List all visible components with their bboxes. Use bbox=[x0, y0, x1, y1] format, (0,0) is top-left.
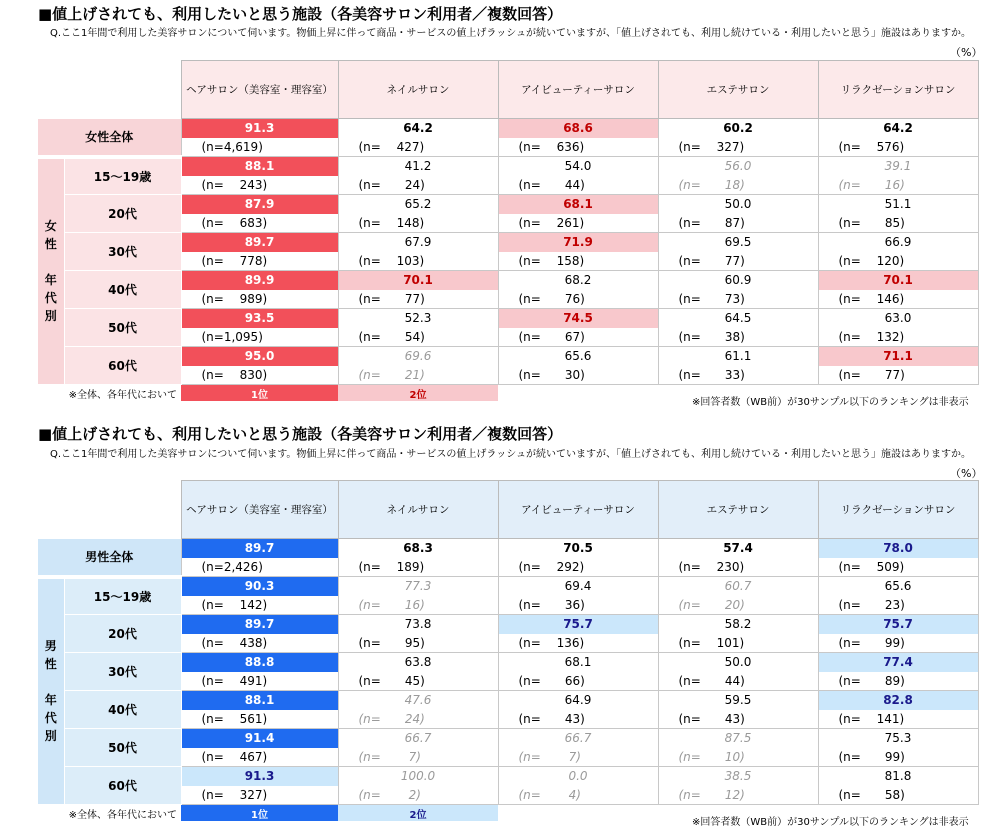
value-cell: 67.9 bbox=[338, 233, 498, 252]
column-header: エステサロン bbox=[658, 61, 818, 119]
value-cell: 82.8 bbox=[818, 691, 978, 710]
sample-size-cell: (n= 132) bbox=[818, 328, 978, 347]
sample-size-cell: (n= 95) bbox=[338, 634, 498, 653]
value-cell: 89.9 bbox=[181, 271, 338, 290]
sample-size-cell: (n= 292) bbox=[498, 558, 658, 577]
sample-size-cell: (n= 230) bbox=[658, 558, 818, 577]
value-cell: 70.5 bbox=[498, 539, 658, 558]
value-cell: 68.1 bbox=[498, 195, 658, 214]
sample-size-cell: (n= 38) bbox=[658, 328, 818, 347]
sample-size-cell: (n= 36) bbox=[498, 596, 658, 615]
male-chart-title: ■値上げされても、利用したいと思う施設（各美容サロン利用者／複数回答） bbox=[38, 425, 563, 443]
sample-size-cell: (n= 103) bbox=[338, 252, 498, 271]
sample-size-cell: (n= 261) bbox=[498, 214, 658, 233]
column-header: リラクゼーションサロン bbox=[818, 481, 978, 539]
sample-size-cell: (n= 99) bbox=[818, 634, 978, 653]
value-cell: 88.1 bbox=[181, 157, 338, 176]
age-row-label: 20代 bbox=[64, 195, 181, 233]
sample-size-cell: (n= 10) bbox=[658, 748, 818, 767]
sample-size-cell: (n= 21) bbox=[338, 366, 498, 385]
sample-size-cell: (n= 120) bbox=[818, 252, 978, 271]
male-data-table bbox=[38, 480, 979, 821]
value-cell: 59.5 bbox=[658, 691, 818, 710]
group-label-char: 代 bbox=[44, 291, 57, 306]
age-row-label: 60代 bbox=[64, 767, 181, 805]
value-cell: 91.4 bbox=[181, 729, 338, 748]
sample-size-cell: (n= 85) bbox=[818, 214, 978, 233]
value-cell: 65.6 bbox=[818, 577, 978, 596]
sample-size-cell: (n= 491) bbox=[181, 672, 338, 691]
sample-size-cell: (n= 327) bbox=[658, 138, 818, 157]
column-header: ヘアサロン（美容室・理容室） bbox=[181, 481, 338, 539]
age-row-label: 15～19歳 bbox=[64, 577, 181, 615]
sample-size-cell: (n= 509) bbox=[818, 558, 978, 577]
sample-size-cell: (n= 146) bbox=[818, 290, 978, 309]
value-cell: 68.2 bbox=[498, 271, 658, 290]
value-cell: 68.6 bbox=[498, 119, 658, 138]
sample-size-cell: (n= 24) bbox=[338, 710, 498, 729]
sample-size-cell: (n= 989) bbox=[181, 290, 338, 309]
value-cell: 66.9 bbox=[818, 233, 978, 252]
sample-size-cell: (n= 2) bbox=[338, 786, 498, 805]
value-cell: 65.6 bbox=[498, 347, 658, 366]
value-cell: 90.3 bbox=[181, 577, 338, 596]
sample-size-cell: (n= 33) bbox=[658, 366, 818, 385]
column-header: エステサロン bbox=[658, 481, 818, 539]
value-cell: 81.8 bbox=[818, 767, 978, 786]
male-unit-label: （%） bbox=[950, 467, 983, 480]
value-cell: 47.6 bbox=[338, 691, 498, 710]
value-cell: 60.2 bbox=[658, 119, 818, 138]
header-blank bbox=[38, 481, 181, 539]
value-cell: 64.5 bbox=[658, 309, 818, 328]
sample-size-cell: (n= 44) bbox=[658, 672, 818, 691]
sample-size-cell: (n= 73) bbox=[658, 290, 818, 309]
sample-size-cell: (n= 141) bbox=[818, 710, 978, 729]
sample-size-cell: (n= 45) bbox=[338, 672, 498, 691]
sample-size-cell: (n= 43) bbox=[658, 710, 818, 729]
sample-size-cell: (n=4,619) bbox=[181, 138, 338, 157]
legend-rank1: 1位 bbox=[181, 385, 338, 402]
age-row-label: 20代 bbox=[64, 615, 181, 653]
age-row-label: 30代 bbox=[64, 653, 181, 691]
sample-size-cell: (n= 30) bbox=[498, 366, 658, 385]
value-cell: 89.7 bbox=[181, 233, 338, 252]
group-label-char: 代 bbox=[44, 711, 57, 726]
sample-size-cell: (n= 327) bbox=[181, 786, 338, 805]
sample-size-cell: (n= 58) bbox=[818, 786, 978, 805]
column-header: アイビューティーサロン bbox=[498, 481, 658, 539]
value-cell: 64.2 bbox=[338, 119, 498, 138]
sample-size-cell: (n= 830) bbox=[181, 366, 338, 385]
value-cell: 91.3 bbox=[181, 119, 338, 138]
value-cell: 38.5 bbox=[658, 767, 818, 786]
sample-size-cell: (n= 44) bbox=[498, 176, 658, 195]
group-label-char bbox=[38, 673, 64, 691]
value-cell: 70.1 bbox=[818, 271, 978, 290]
value-cell: 68.3 bbox=[338, 539, 498, 558]
sample-size-cell: (n= 683) bbox=[181, 214, 338, 233]
value-cell: 66.7 bbox=[498, 729, 658, 748]
value-cell: 78.0 bbox=[818, 539, 978, 558]
value-cell: 70.1 bbox=[338, 271, 498, 290]
sample-size-cell: (n= 561) bbox=[181, 710, 338, 729]
legend-rank2: 2位 bbox=[338, 805, 498, 822]
column-header: ネイルサロン bbox=[338, 61, 498, 119]
value-cell: 69.5 bbox=[658, 233, 818, 252]
value-cell: 58.2 bbox=[658, 615, 818, 634]
age-group-label bbox=[38, 157, 64, 385]
value-cell: 61.1 bbox=[658, 347, 818, 366]
female-footnote-right: ※回答者数（WB前）が30サンプル以下のランキングは非表示 bbox=[692, 397, 969, 408]
sample-size-cell: (n= 158) bbox=[498, 252, 658, 271]
sample-size-cell: (n= 99) bbox=[818, 748, 978, 767]
sample-size-cell: (n= 136) bbox=[498, 634, 658, 653]
value-cell: 77.3 bbox=[338, 577, 498, 596]
value-cell: 57.4 bbox=[658, 539, 818, 558]
sample-size-cell: (n= 66) bbox=[498, 672, 658, 691]
value-cell: 87.9 bbox=[181, 195, 338, 214]
value-cell: 63.0 bbox=[818, 309, 978, 328]
group-label-char: 年 bbox=[44, 273, 57, 288]
column-header: ネイルサロン bbox=[338, 481, 498, 539]
group-label-char bbox=[38, 253, 64, 271]
female-question-text: Q.ここ1年間で利用した美容サロンについて伺います。物価上昇に伴って商品・サービスの値上げラッシュが続いていますが、「値上げされても、利用し続けている・利用したいと思う」施設はありますか。 bbox=[50, 28, 972, 39]
value-cell: 89.7 bbox=[181, 615, 338, 634]
age-row-label: 30代 bbox=[64, 233, 181, 271]
legend-rank2: 2位 bbox=[338, 385, 498, 402]
sample-size-cell: (n= 243) bbox=[181, 176, 338, 195]
value-cell: 63.8 bbox=[338, 653, 498, 672]
age-row-label: 40代 bbox=[64, 691, 181, 729]
value-cell: 75.3 bbox=[818, 729, 978, 748]
sample-size-cell: (n= 24) bbox=[338, 176, 498, 195]
value-cell: 87.5 bbox=[658, 729, 818, 748]
value-cell: 71.1 bbox=[818, 347, 978, 366]
value-cell: 88.8 bbox=[181, 653, 338, 672]
footnote-left: ※全体、各年代において bbox=[68, 809, 177, 821]
value-cell: 77.4 bbox=[818, 653, 978, 672]
column-header: リラクゼーションサロン bbox=[818, 61, 978, 119]
group-label-char: 性 bbox=[44, 237, 57, 252]
value-cell: 75.7 bbox=[818, 615, 978, 634]
sample-size-cell: (n= 43) bbox=[498, 710, 658, 729]
sample-size-cell: (n= 778) bbox=[181, 252, 338, 271]
age-group-label bbox=[38, 577, 64, 805]
age-row-label: 50代 bbox=[64, 309, 181, 347]
value-cell: 54.0 bbox=[498, 157, 658, 176]
sample-size-cell: (n= 16) bbox=[338, 596, 498, 615]
group-label-char: 別 bbox=[44, 729, 57, 744]
legend-rank1: 1位 bbox=[181, 805, 338, 822]
sample-size-cell: (n= 77) bbox=[818, 366, 978, 385]
sample-size-cell: (n=2,426) bbox=[181, 558, 338, 577]
sample-size-cell: (n= 576) bbox=[818, 138, 978, 157]
sample-size-cell: (n= 438) bbox=[181, 634, 338, 653]
value-cell: 0.0 bbox=[498, 767, 658, 786]
female-chart-title: ■値上げされても、利用したいと思う施設（各美容サロン利用者／複数回答） bbox=[38, 5, 563, 23]
value-cell: 64.9 bbox=[498, 691, 658, 710]
age-row-label: 15～19歳 bbox=[64, 157, 181, 195]
sample-size-cell: (n= 148) bbox=[338, 214, 498, 233]
total-row-label: 女性全体 bbox=[38, 119, 181, 157]
male-question-text: Q.ここ1年間で利用した美容サロンについて伺います。物価上昇に伴って商品・サービスの値上げラッシュが続いていますが、「値上げされても、利用し続けている・利用したいと思う」施設はありますか。 bbox=[50, 449, 972, 460]
sample-size-cell: (n= 20) bbox=[658, 596, 818, 615]
age-row-label: 50代 bbox=[64, 729, 181, 767]
female-panel bbox=[0, 0, 1000, 412]
value-cell: 68.1 bbox=[498, 653, 658, 672]
sample-size-cell: (n= 18) bbox=[658, 176, 818, 195]
value-cell: 100.0 bbox=[338, 767, 498, 786]
value-cell: 50.0 bbox=[658, 653, 818, 672]
age-row-label: 40代 bbox=[64, 271, 181, 309]
value-cell: 41.2 bbox=[338, 157, 498, 176]
male-panel bbox=[0, 418, 1000, 830]
group-label-char: 別 bbox=[44, 309, 57, 324]
value-cell: 60.7 bbox=[658, 577, 818, 596]
sample-size-cell: (n= 77) bbox=[338, 290, 498, 309]
value-cell: 69.4 bbox=[498, 577, 658, 596]
sample-size-cell: (n= 16) bbox=[818, 176, 978, 195]
value-cell: 39.1 bbox=[818, 157, 978, 176]
female-data-table bbox=[38, 60, 979, 401]
value-cell: 52.3 bbox=[338, 309, 498, 328]
sample-size-cell: (n= 67) bbox=[498, 328, 658, 347]
sample-size-cell: (n= 189) bbox=[338, 558, 498, 577]
column-header: アイビューティーサロン bbox=[498, 61, 658, 119]
sample-size-cell: (n= 76) bbox=[498, 290, 658, 309]
sample-size-cell: (n= 77) bbox=[658, 252, 818, 271]
value-cell: 65.2 bbox=[338, 195, 498, 214]
footnote-left: ※全体、各年代において bbox=[68, 389, 177, 401]
value-cell: 88.1 bbox=[181, 691, 338, 710]
sample-size-cell: (n= 101) bbox=[658, 634, 818, 653]
sample-size-cell: (n= 7) bbox=[338, 748, 498, 767]
value-cell: 95.0 bbox=[181, 347, 338, 366]
value-cell: 91.3 bbox=[181, 767, 338, 786]
value-cell: 69.6 bbox=[338, 347, 498, 366]
male-footnote-right: ※回答者数（WB前）が30サンプル以下のランキングは非表示 bbox=[692, 817, 969, 828]
value-cell: 56.0 bbox=[658, 157, 818, 176]
value-cell: 51.1 bbox=[818, 195, 978, 214]
value-cell: 89.7 bbox=[181, 539, 338, 558]
sample-size-cell: (n= 54) bbox=[338, 328, 498, 347]
sample-size-cell: (n= 12) bbox=[658, 786, 818, 805]
value-cell: 64.2 bbox=[818, 119, 978, 138]
value-cell: 66.7 bbox=[338, 729, 498, 748]
header-blank bbox=[38, 61, 181, 119]
sample-size-cell: (n= 636) bbox=[498, 138, 658, 157]
value-cell: 73.8 bbox=[338, 615, 498, 634]
sample-size-cell: (n= 89) bbox=[818, 672, 978, 691]
value-cell: 71.9 bbox=[498, 233, 658, 252]
group-label-char: 男 bbox=[44, 639, 57, 654]
sample-size-cell: (n= 23) bbox=[818, 596, 978, 615]
sample-size-cell: (n= 87) bbox=[658, 214, 818, 233]
sample-size-cell: (n= 467) bbox=[181, 748, 338, 767]
sample-size-cell: (n= 7) bbox=[498, 748, 658, 767]
group-label-char: 年 bbox=[44, 693, 57, 708]
age-row-label: 60代 bbox=[64, 347, 181, 385]
value-cell: 74.5 bbox=[498, 309, 658, 328]
value-cell: 75.7 bbox=[498, 615, 658, 634]
total-row-label: 男性全体 bbox=[38, 539, 181, 577]
group-label-char: 女 bbox=[44, 219, 57, 234]
sample-size-cell: (n=1,095) bbox=[181, 328, 338, 347]
value-cell: 60.9 bbox=[658, 271, 818, 290]
value-cell: 93.5 bbox=[181, 309, 338, 328]
value-cell: 50.0 bbox=[658, 195, 818, 214]
group-label-char: 性 bbox=[44, 657, 57, 672]
female-unit-label: （%） bbox=[950, 46, 983, 59]
sample-size-cell: (n= 142) bbox=[181, 596, 338, 615]
sample-size-cell: (n= 4) bbox=[498, 786, 658, 805]
column-header: ヘアサロン（美容室・理容室） bbox=[181, 61, 338, 119]
sample-size-cell: (n= 427) bbox=[338, 138, 498, 157]
